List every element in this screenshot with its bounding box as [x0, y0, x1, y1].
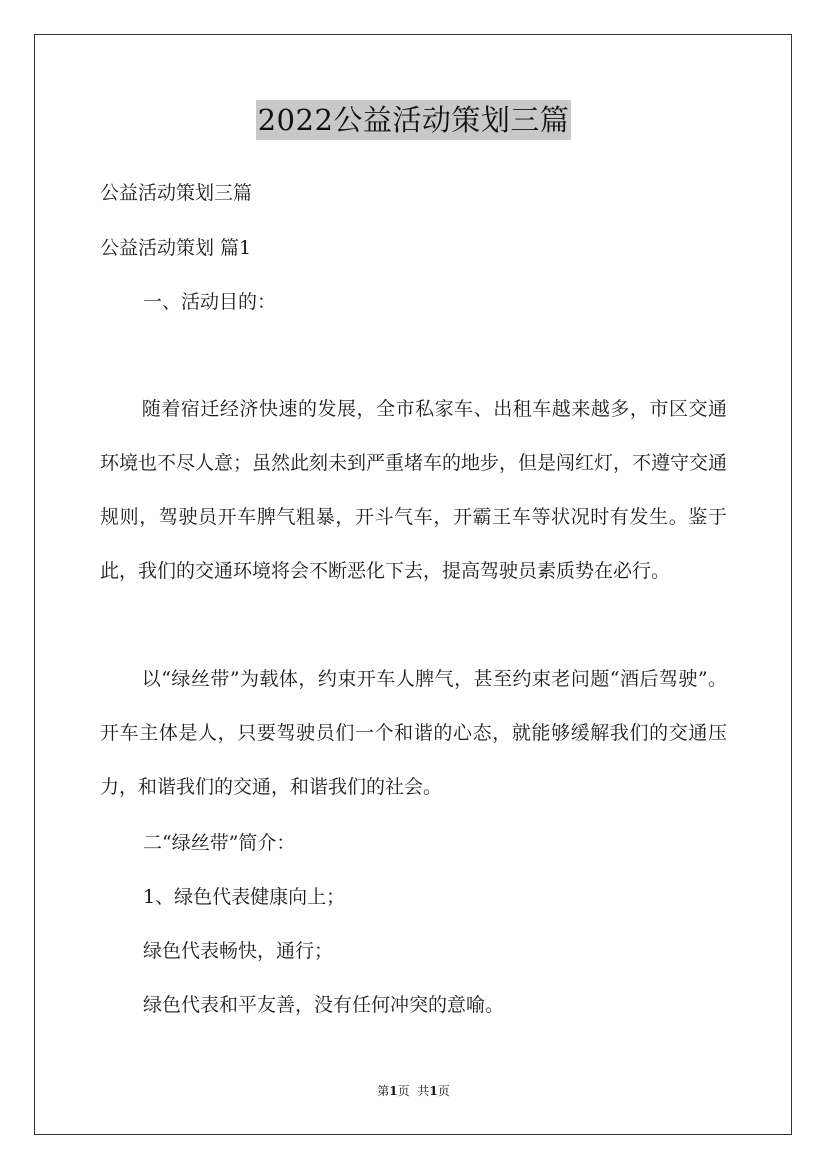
- title-container: [0, 100, 827, 140]
- heading-introduction: 二“绿丝带”简介：: [143, 832, 296, 854]
- paragraph-green-ribbon: 以“绿丝带”为载体，约束开车人脾气，甚至约束老问题“酒后驾驶”。开车主体是人，只要驾驶员们一个和谐的心态，就能够缓解我们的交通压力，和谐我们的交通，和谐我们的社会。: [100, 668, 727, 798]
- total-prefix: 共: [417, 1084, 430, 1098]
- total-suffix: 页: [437, 1084, 450, 1098]
- page-prefix: 第: [377, 1084, 390, 1098]
- section-heading: 公益活动策划 篇1: [100, 237, 252, 259]
- list-item: 1、绿色代表健康向上；: [143, 886, 346, 908]
- list-item: 绿色代表和平友善，没有任何冲突的意喻。: [143, 994, 505, 1016]
- list-item: 绿色代表畅快，通行；: [143, 940, 334, 962]
- page-number: 1: [389, 1084, 398, 1098]
- page-footer: [0, 1082, 827, 1100]
- document-subtitle: 公益活动策划三篇: [100, 182, 253, 204]
- paragraph-background: 随着宿迁经济快速的发展，全市私家车、出租车越来越多，市区交通环境也不尽人意；虽然此刻未到严重堵车的地步，但是闯红灯，不遵守交通规则，驾驶员开车脾气粗暴，开斗气车，开霸王车等状况时有发生。鉴于此，我们的交通环境将会不断恶化下去，提高驾驶员素质势在必行。: [100, 398, 728, 582]
- page-suffix: 页: [397, 1084, 410, 1098]
- heading-purpose: 一、活动目的：: [143, 291, 277, 313]
- document-title: 2022公益活动策划三篇: [256, 100, 572, 140]
- total-pages: 1: [429, 1084, 438, 1098]
